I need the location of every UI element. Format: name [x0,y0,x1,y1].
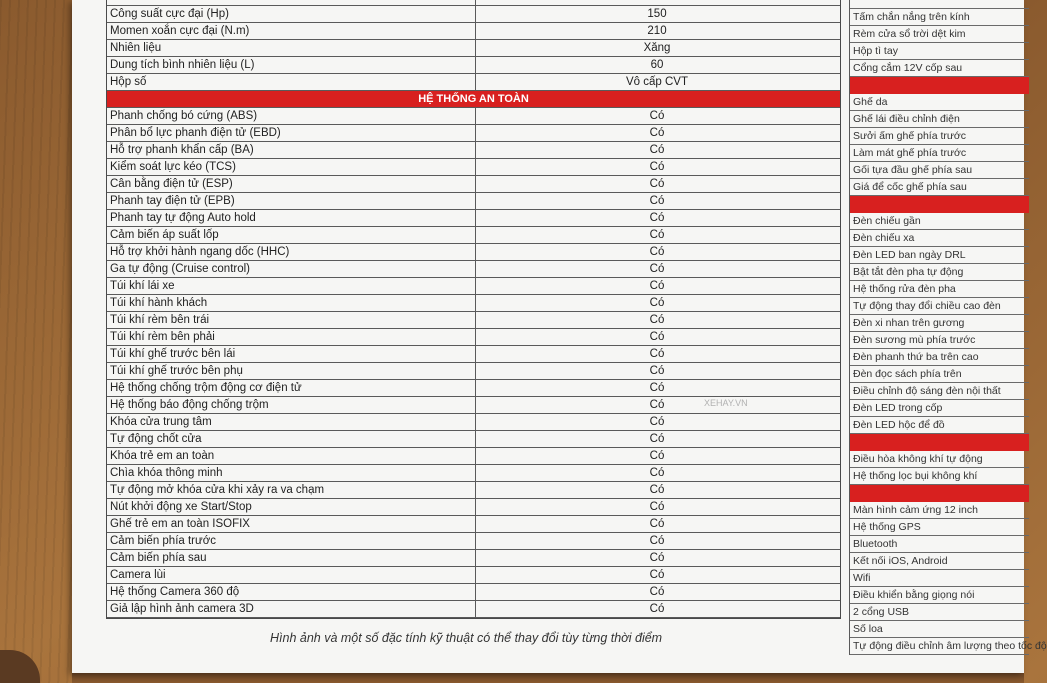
feature-row: Hệ thống rửa đèn pha [850,281,1029,298]
feature-row: Kết nối iOS, Android [850,553,1029,570]
table-row [107,431,840,448]
watermark-text: XEHAY.VN [704,398,748,408]
spec-label: Dung tích bình nhiên liệu (L) [107,57,476,73]
table-row [107,108,840,125]
feature-row: Sưởi ấm ghế phía trước [850,128,1029,145]
feature-row: Đèn chiếu xa [850,230,1029,247]
section-header-band [850,196,1029,213]
feature-row: Bluetooth [850,536,1029,553]
footnote: Hình ảnh và một số đặc tính kỹ thuật có thể thay đổi tùy từng thời điểm [270,631,663,645]
spec-value: Có [649,195,665,207]
spec-value [476,0,840,5]
spec-label: Giả lập hình ảnh camera 3D [107,601,476,617]
spec-label: Phanh tay điện tử (EPB) [107,193,476,209]
feature-row: Hệ thống lọc bụi không khí [850,468,1029,485]
spec-label: Nhiên liệu [107,40,476,56]
feature-row: Ghế da [850,94,1029,111]
spec-value: 150 [647,8,667,20]
spec-value: Có [649,399,665,411]
spec-label: Tự động mở khóa cửa khi xảy ra va chạm [107,482,476,498]
spec-label: Momen xoắn cực đại (N.m) [107,23,476,39]
section-header-band [850,434,1029,451]
feature-row: Gối tựa đầu ghế phía sau [850,162,1029,179]
feature-row: Wifi [850,570,1029,587]
table-row [107,193,840,210]
spec-value: Có [649,263,665,275]
table-row [107,23,840,40]
spec-value: Có [649,348,665,360]
spec-label: Túi khí rèm bên phải [107,329,476,345]
feature-row: Tự động điều chỉnh âm lượng theo tốc độ [850,638,1029,655]
spec-value: Vô cấp CVT [626,76,688,88]
features-spec-table [849,0,1047,655]
spec-label: Hệ thống báo động chống trộm [107,397,476,413]
spec-label: Ghế trẻ em an toàn ISOFIX [107,516,476,532]
feature-row: Ghế lái điều chỉnh điện [850,111,1029,128]
table-row [107,210,840,227]
spec-value: 60 [650,59,664,71]
table-row [107,533,840,550]
table-row [107,448,840,465]
spec-value: Có [649,331,665,343]
spec-sheet-paper [72,0,1047,673]
feature-row: Đèn LED ban ngày DRL [850,247,1029,264]
spec-label: Túi khí ghế trước bên lái [107,346,476,362]
spec-value: Có [649,433,665,445]
feature-row: Rèm cửa sổ trời dệt kim [850,26,1029,43]
feature-row: Số loa [850,621,1029,638]
spec-label: Túi khí rèm bên trái [107,312,476,328]
spec-label: Hệ thống chống trộm động cơ điện tử [107,380,476,396]
spec-label: Phân bổ lực phanh điện tử (EBD) [107,125,476,141]
table-row [107,567,840,584]
spec-label: Phanh chống bó cứng (ABS) [107,108,476,124]
spec-value: Có [649,603,665,615]
spec-value: Có [649,586,665,598]
feature-row: Làm mát ghế phía trước [850,145,1029,162]
table-row [107,584,840,601]
table-row [107,261,840,278]
feature-row: Đèn LED hộc để đồ [850,417,1029,434]
spec-value: Có [649,144,665,156]
section-header-row [107,91,840,108]
spec-label: Hệ thống Camera 360 độ [107,584,476,600]
spec-label: Nút khởi động xe Start/Stop [107,499,476,515]
table-row [107,465,840,482]
feature-row: Điều khiển bằng giọng nói [850,587,1029,604]
table-row [107,6,840,23]
spec-label: Phanh tay tự động Auto hold [107,210,476,226]
wood-table-background [0,0,75,683]
feature-row: Điều hòa không khí tự động [850,451,1029,468]
table-row [107,329,840,346]
spec-value: Có [649,110,665,122]
table-row [107,516,840,533]
spec-value: Có [649,212,665,224]
spec-value: Có [649,484,665,496]
spec-label: Tự động chốt cửa [107,431,476,447]
table-row [107,159,840,176]
spec-value: 210 [647,25,667,37]
spec-value: Có [649,535,665,547]
spec-value: Có [649,280,665,292]
table-row [107,550,840,567]
spec-value: Có [649,246,665,258]
table-row [107,57,840,74]
spec-label: Túi khí lái xe [107,278,476,294]
feature-row: Tự động thay đổi chiều cao đèn [850,298,1029,315]
spec-label: Cảm biến áp suất lốp [107,227,476,243]
feature-row: 2 cổng USB [850,604,1029,621]
spec-value: Có [649,178,665,190]
safety-spec-table [106,0,841,619]
spec-label: Túi khí ghế trước bên phụ [107,363,476,379]
spec-label: Khóa trẻ em an toàn [107,448,476,464]
section-header-band [850,77,1029,94]
feature-row: Cổng cắm 12V cốp sau [850,60,1029,77]
spec-value: Có [649,501,665,513]
table-row [107,601,840,618]
feature-row: Đèn chiếu gần [850,213,1029,230]
table-row [107,227,840,244]
spec-label: Camera lùi [107,567,476,583]
feature-row: Tấm chắn nắng trên kính [850,9,1029,26]
spec-value: Có [649,297,665,309]
feature-row: Màn hình cảm ứng 12 inch [850,502,1029,519]
feature-row: Đèn LED trong cốp [850,400,1029,417]
table-row [107,295,840,312]
feature-row: Đèn đọc sách phía trên [850,366,1029,383]
table-row [107,142,840,159]
spec-label: Kiểm soát lực kéo (TCS) [107,159,476,175]
table-row [107,346,840,363]
table-row [107,176,840,193]
spec-value: Xăng [643,42,671,54]
feature-row: Đèn xi nhan trên gương [850,315,1029,332]
table-row [107,40,840,57]
spec-label: Cân bằng điện tử (ESP) [107,176,476,192]
table-row [107,125,840,142]
section-header-band [850,485,1029,502]
table-row [107,482,840,499]
spec-label: Cảm biến phía sau [107,550,476,566]
feature-row: Đèn sương mù phía trước [850,332,1029,349]
spec-value: Có [649,518,665,530]
spec-value: Có [649,467,665,479]
table-row [107,312,840,329]
table-row [107,414,840,431]
feature-row: Điều chỉnh độ sáng đèn nội thất [850,383,1029,400]
spec-value: Có [649,365,665,377]
spec-label [107,0,476,5]
spec-label: Chìa khóa thông minh [107,465,476,481]
feature-row: Bật tắt đèn pha tự động [850,264,1029,281]
spec-label: Ga tự động (Cruise control) [107,261,476,277]
table-row [107,74,840,91]
feature-row [850,0,1029,9]
table-row [107,244,840,261]
feature-row: Hệ thống GPS [850,519,1029,536]
feature-row: Hộp tì tay [850,43,1029,60]
feature-row: Đèn phanh thứ ba trên cao [850,349,1029,366]
spec-value: Có [649,161,665,173]
section-header-label: HỆ THỐNG AN TOÀN [418,93,529,105]
spec-value: Có [649,569,665,581]
table-row [107,380,840,397]
spec-value: Có [649,416,665,428]
spec-label: Túi khí hành khách [107,295,476,311]
spec-label: Hỗ trợ phanh khẩn cấp (BA) [107,142,476,158]
spec-label: Khóa cửa trung tâm [107,414,476,430]
spec-label: Cảm biến phía trước [107,533,476,549]
table-row [107,278,840,295]
spec-label: Công suất cực đại (Hp) [107,6,476,22]
spec-value: Có [649,450,665,462]
spec-value: Có [649,127,665,139]
spec-label: Hỗ trợ khởi hành ngang dốc (HHC) [107,244,476,260]
table-row [107,363,840,380]
spec-value: Có [649,552,665,564]
sheet-bottom-edge [72,673,1024,683]
spec-value: Có [649,229,665,241]
spec-value: Có [649,382,665,394]
feature-row: Giá để cốc ghế phía sau [850,179,1029,196]
table-row [107,499,840,516]
spec-value: Có [649,314,665,326]
spec-label: Hộp số [107,74,476,90]
